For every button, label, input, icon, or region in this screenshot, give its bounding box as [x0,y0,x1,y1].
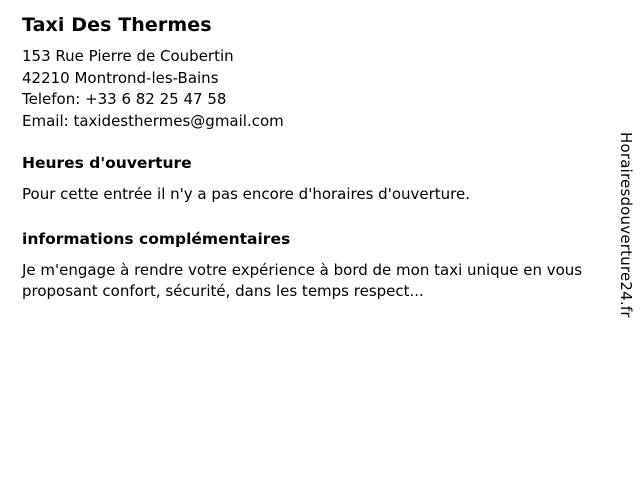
address-line-phone: Telefon: +33 6 82 25 47 58 [22,90,227,108]
additional-info-text: Je m'engage à rendre votre expérience à bord de mon taxi unique en vous proposant confort, sécurité, dans les temps respect... [22,260,583,300]
additional-info-heading: informations complémentaires [22,229,291,248]
additional-info-section [22,228,594,303]
address-line-street: 153 Rue Pierre de Coubertin [22,47,234,65]
opening-hours-section [22,152,594,206]
content-column [22,12,594,303]
opening-hours-text: Pour cette entrée il n'y a pas encore d'horaires d'ouverture. [22,185,471,203]
address-line-email: Email: taxidesthermes@gmail.com [22,111,284,130]
page-title: Taxi Des Thermes [22,14,212,36]
site-watermark: Horairesdouverture24.fr [617,132,635,318]
address-block [22,46,594,132]
address-line-city: 42210 Montrond-les-Bains [22,68,219,87]
opening-hours-heading: Heures d'ouverture [22,154,192,172]
